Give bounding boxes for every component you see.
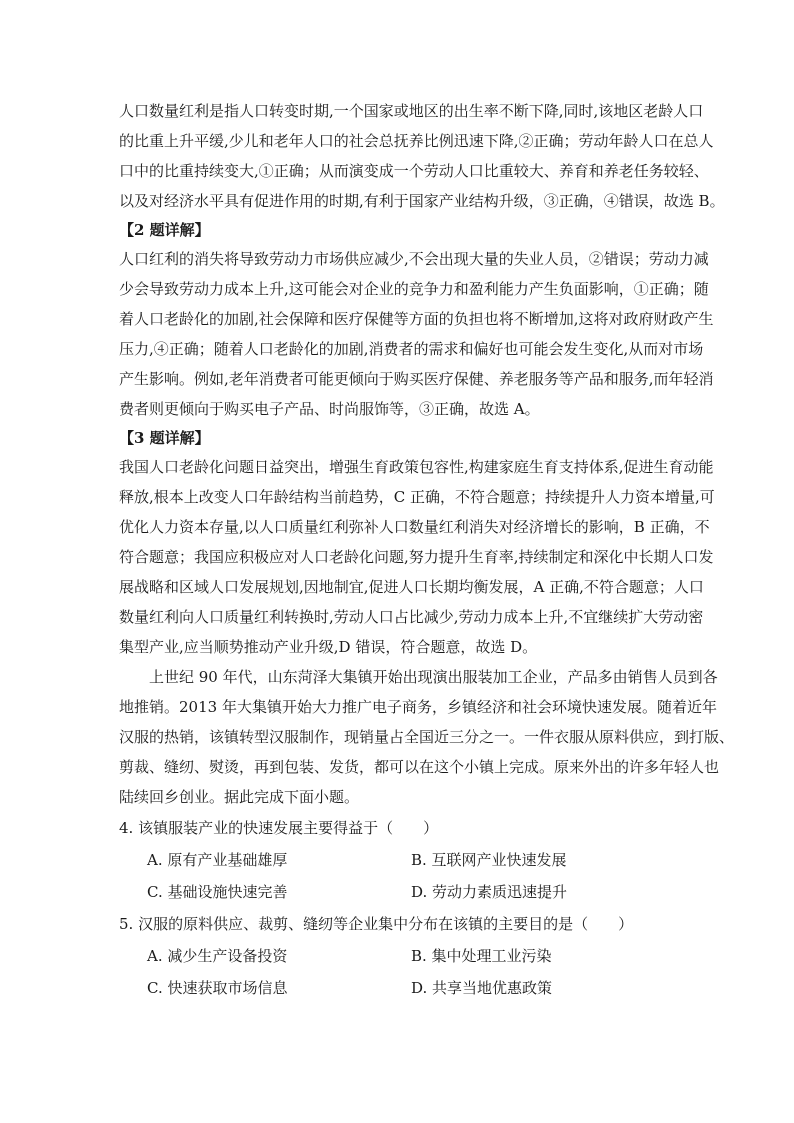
text-line: 少会导致劳动力成本上升,这可能会对企业的竞争力和盈利能力产生负面影响，①正确；随 — [119, 280, 709, 298]
text-line: 陆续回乡创业。据此完成下面小题。 — [119, 788, 360, 806]
option-c[interactable]: C. 基础设施快速完善 — [147, 883, 288, 901]
question-stem: 4. 该镇服装产业的快速发展主要得益于（ ） — [119, 819, 439, 837]
text-line: 我国人口老龄化问题日益突出，增强生育政策包容性,构建家庭生育支持体系,促进生育动能 — [119, 458, 714, 476]
answer-1-paragraph — [119, 96, 725, 216]
option-b[interactable]: B. 集中处理工业污染 — [411, 947, 552, 965]
text-line: 释放,根本上改变人口年龄结构当前趋势，C 正确，不符合题意；持续提升人力资本增量,可 — [119, 488, 715, 506]
option-row — [119, 972, 685, 1004]
option-d[interactable]: D. 劳动力素质迅速提升 — [411, 883, 568, 901]
text-line: 的比重上升平缓,少儿和老年人口的社会总抚养比例迅速下降,②正确；劳动年龄人口在总人 — [119, 132, 714, 150]
option-a[interactable]: A. 减少生产设备投资 — [147, 947, 288, 965]
text-line: 人口数量红利是指人口转变时期,一个国家或地区的出生率不断下降,同时,该地区老龄人口 — [119, 102, 704, 120]
text-line: 剪裁、缝纫、熨烫，再到包装、发货，都可以在这个小镇上完成。原来外出的许多年轻人也 — [119, 758, 720, 776]
text-line: 人口红利的消失将导致劳动力市场供应减少,不会出现大量的失业人员，②错误；劳动力减 — [119, 250, 709, 268]
text-line: 压力,④正确；随着人口老龄化的加剧,消费者的需求和偏好也可能会发生变化,从而对市场 — [119, 340, 704, 358]
text-line: 着人口老龄化的加剧,社会保障和医疗保健等方面的负担也将不断增加,这将对政府财政产生 — [119, 310, 714, 328]
option-b[interactable]: B. 互联网产业快速发展 — [411, 851, 567, 869]
option-row — [119, 940, 685, 972]
document-page — [119, 96, 735, 1004]
option-a[interactable]: A. 原有产业基础雄厚 — [147, 851, 288, 869]
text-line: 汉服的热销，该镇转型汉服制作，现销量占全国近三分之一。一件衣服从原料供应，到打版、 — [119, 728, 735, 746]
text-line: 上世纪 90 年代，山东菏泽大集镇开始出现演出服装加工企业，产品多由销售人员到各 — [149, 668, 718, 686]
answer-3-heading: 【3 题详解】 — [119, 429, 210, 447]
answer-3-paragraph — [119, 452, 715, 662]
reading-material — [119, 662, 735, 812]
text-line: 符合题意；我国应积极应对人口老龄化问题,努力提升生育率,持续制定和深化中长期人口发 — [119, 548, 714, 566]
answer-2-paragraph — [119, 244, 714, 424]
text-line: 地推销。2013 年大集镇开始大力推广电子商务，乡镇经济和社会环境快速发展。随着近年 — [119, 698, 717, 716]
text-line: 优化人力资本存量,以人口质量红利弥补人口数量红利消失对经济增长的影响，B 正确，不 — [119, 518, 710, 536]
text-line: 费者则更倾向于购买电子产品、时尚服饰等，③正确，故选 A。 — [119, 400, 540, 418]
text-line: 集型产业,应当顺势推动产业升级,D 错误，符合题意，故选 D。 — [119, 638, 538, 656]
option-row — [119, 876, 685, 908]
answer-2-heading: 【2 题详解】 — [119, 221, 210, 239]
question-4 — [119, 812, 685, 908]
text-line: 数量红利向人口质量红利转换时,劳动人口占比减少,劳动力成本上升,不宜继续扩大劳动密 — [119, 608, 704, 626]
question-stem: 5. 汉服的原料供应、裁剪、缝纫等企业集中分布在该镇的主要目的是（ ） — [119, 915, 634, 933]
option-row — [119, 844, 685, 876]
question-5 — [119, 908, 685, 1004]
text-line: 展战略和区域人口发展规划,因地制宜,促进人口长期均衡发展，A 正确,不符合题意；人口 — [119, 578, 704, 596]
text-line: 以及对经济水平具有促进作用的时期,有利于国家产业结构升级，③正确，④错误，故选 B。 — [119, 192, 725, 210]
option-d[interactable]: D. 共享当地优惠政策 — [411, 979, 553, 997]
option-c[interactable]: C. 快速获取市场信息 — [147, 979, 288, 997]
text-line: 产生影响。例如,老年消费者可能更倾向于购买医疗保健、养老服务等产品和服务,而年轻消 — [119, 370, 714, 388]
text-line: 口中的比重持续变大,①正确；从而演变成一个劳动人口比重较大、养育和养老任务较轻、 — [119, 162, 709, 180]
